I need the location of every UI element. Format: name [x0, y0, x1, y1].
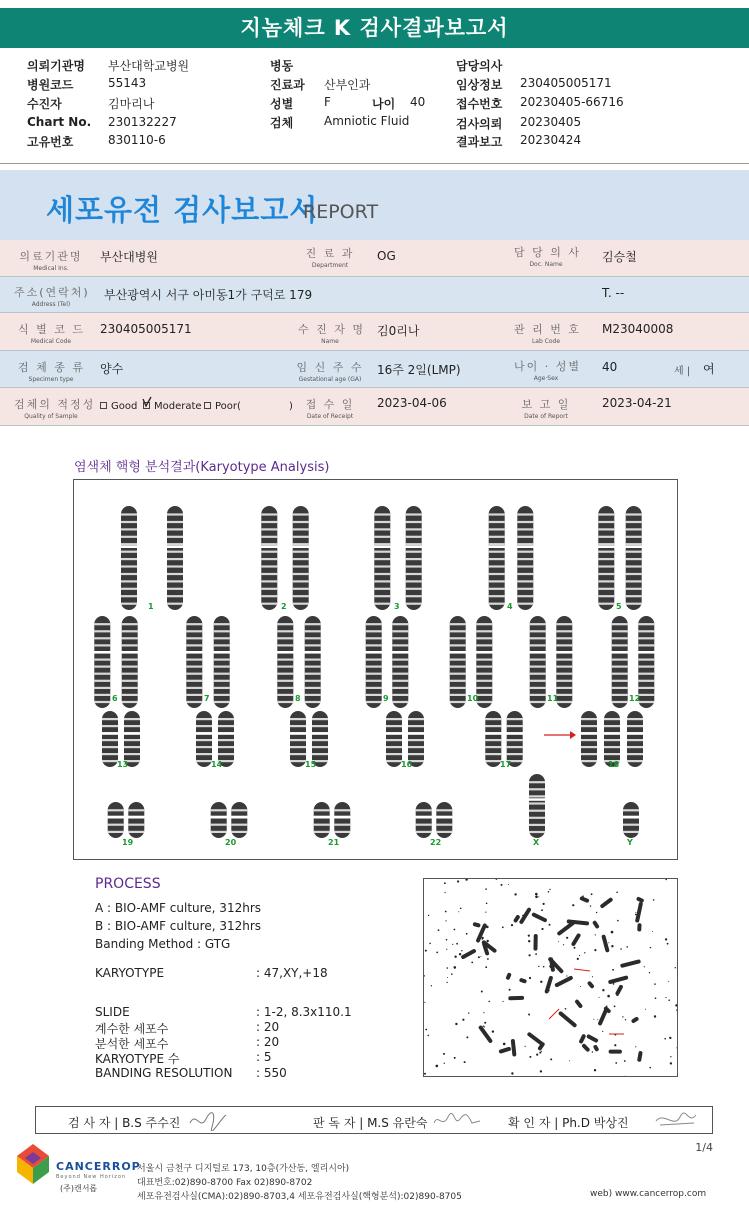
header-right-val-2: 20230405-66716	[520, 95, 624, 109]
chromosome-4	[517, 506, 534, 610]
chromosome-10	[476, 616, 493, 708]
quality-moderate-option[interactable]	[143, 401, 202, 412]
chromosome-11	[556, 616, 573, 708]
chromosome-15	[312, 711, 329, 767]
header-age-key: 나이	[372, 97, 396, 111]
chromosome-label-2: 2	[281, 602, 287, 611]
header-left-key-4: 고유번호	[27, 135, 74, 149]
chromosome-21	[334, 802, 351, 838]
report-title: 세포유전 검사보고서	[46, 193, 319, 227]
quality-moderate-label: Moderate	[154, 401, 202, 412]
metaphase-image	[423, 878, 678, 1077]
chromosome-21	[313, 802, 330, 838]
label-quality: 검체의 적정성 Quality of Sample	[14, 398, 96, 420]
report-subtitle: REPORT	[303, 201, 379, 223]
chromosome-16	[408, 711, 425, 767]
chromosome-8	[277, 616, 294, 708]
chromosome-2	[261, 506, 278, 610]
chromosome-label-17: 17	[500, 760, 512, 769]
chromosome-10	[449, 616, 466, 708]
chromosome-12	[611, 616, 628, 708]
header-info	[0, 0, 749, 160]
chromosome-8	[304, 616, 321, 708]
slide-value: : 1-2, 8.3x110.1	[256, 1005, 352, 1019]
chromosome-5	[625, 506, 642, 610]
chromosome-Y	[623, 802, 640, 838]
label-medical-code: 식 별 코 드 Medical Code	[18, 323, 85, 345]
chromosome-label-8: 8	[295, 694, 301, 703]
trisomy-18-arrow	[544, 731, 576, 739]
analyzed-cells-value: : 20	[256, 1035, 280, 1049]
chromosome-16	[386, 711, 403, 767]
process-title: PROCESS	[95, 876, 161, 892]
quality-poor-checkbox[interactable]	[204, 402, 211, 409]
process-banding-method: Banding Method : GTG	[95, 937, 231, 951]
footer-tel: 대표번호:02)890-8700 Fax 02)890-8702	[137, 1178, 313, 1188]
label-age-sex: 나이 · 성별 Age·Sex	[514, 360, 581, 382]
chromosome-label-14: 14	[211, 760, 223, 769]
header-left-key-1: 병원코드	[27, 78, 74, 92]
chromosome-13	[102, 711, 119, 767]
chromosome-label-9: 9	[383, 694, 389, 703]
chromosome-9	[392, 616, 409, 708]
label-specimen: 검 체 종 류 Specimen type	[18, 361, 85, 383]
slide-label: SLIDE	[95, 1005, 130, 1019]
header-left-val-3: 230132227	[108, 115, 177, 129]
cancerrop-logo-icon	[15, 1142, 51, 1186]
chromosome-14	[218, 711, 235, 767]
chromosome-18	[627, 711, 644, 767]
header-mid-val-3: Amniotic Fluid	[324, 114, 410, 128]
label-address: 주소(연락처) Address (Tel)	[14, 286, 90, 308]
footer-lab: 세포유전검사실(CMA):02)890-8703,4 세포유전검사실(핵형분석):02)890-8705	[137, 1192, 462, 1202]
header-mid-key-1: 진료과	[270, 78, 305, 92]
header-right-val-4: 20230424	[520, 133, 582, 147]
header-right-key-2: 접수번호	[456, 97, 503, 111]
label-gestational-age: 임 신 주 수 Gestational age (GA)	[296, 361, 364, 383]
chromosome-label-11: 11	[547, 694, 559, 703]
process-culture-b: B : BIO-AMF culture, 312hrs	[95, 919, 262, 933]
header-left-val-4: 830110-6	[108, 133, 166, 147]
brand-korean: (주)캔서롭	[60, 1184, 98, 1193]
chromosome-label-18: 18	[608, 760, 620, 769]
chromosome-label-13: 13	[117, 760, 129, 769]
metaphase-spread-svg	[424, 879, 678, 1077]
info-row-specimen	[0, 351, 749, 388]
karyotype-count-value: : 5	[256, 1050, 272, 1064]
quality-poor-option[interactable]	[204, 401, 241, 412]
analyzed-cells-label: 분석한 세포수	[95, 1037, 169, 1051]
chromosome-label-7: 7	[204, 694, 210, 703]
counted-cells-label: 계수한 세포수	[95, 1022, 169, 1036]
value-doctor: 김승철	[602, 250, 637, 264]
chromosome-20	[231, 802, 248, 838]
value-specimen: 양수	[100, 362, 124, 376]
value-age-unit: 세 |	[674, 366, 691, 377]
quality-good-label: Good	[111, 401, 138, 412]
chromosome-label-20: 20	[225, 838, 237, 847]
info-row-institution	[0, 240, 749, 277]
chromosome-6	[94, 616, 111, 708]
chromosome-label-12: 12	[629, 694, 641, 703]
chromosome-19	[107, 802, 124, 838]
header-left-val-0: 부산대학교병원	[108, 59, 190, 73]
chromosome-label-4: 4	[507, 602, 513, 611]
header-mid-val-1: 산부인과	[324, 78, 371, 92]
karyotype-count-label: KARYOTYPE 수	[95, 1052, 180, 1066]
examiner-signature: 검 사 자 | B.S 주수진	[68, 1116, 181, 1130]
karyotype-section-title: 염색체 핵형 분석결과(Karyotype Analysis)	[74, 460, 330, 475]
karyotype-label: KARYOTYPE	[95, 966, 165, 980]
quality-good-option[interactable]	[100, 401, 137, 412]
label-doctor: 담 당 의 사 Doc. Name	[514, 246, 581, 268]
chromosome-12	[638, 616, 655, 708]
chromosome-label-3: 3	[394, 602, 400, 611]
quality-poor-label: Poor(	[215, 401, 241, 412]
value-institution: 부산대병원	[100, 250, 158, 264]
report-header-title: 지놈체크 K 검사결과보고서	[0, 8, 749, 48]
chromosome-22	[415, 802, 432, 838]
process-culture-a: A : BIO-AMF culture, 312hrs	[95, 901, 262, 915]
value-age: 40	[602, 360, 618, 374]
value-lab-code: M23040008	[602, 322, 674, 336]
value-receipt-date: 2023-04-06	[377, 396, 447, 410]
header-age-val: 40	[410, 95, 426, 109]
confirmer-signature: 확 인 자 | Ph.D 박상진	[508, 1116, 629, 1130]
chromosome-18	[604, 711, 621, 767]
chromosome-6	[121, 616, 138, 708]
header-right-key-3: 검사의뢰	[456, 117, 503, 131]
chromosome-19	[128, 802, 145, 838]
quality-poor-close: )	[289, 401, 293, 412]
chromosome-20	[210, 802, 227, 838]
chromosome-label-5: 5	[616, 602, 622, 611]
label-department: 진 료 과 Department	[305, 247, 355, 269]
check-icon	[142, 396, 152, 408]
signature-bar	[35, 1106, 713, 1134]
info-row-identifier	[0, 313, 749, 351]
header-mid-val-2: F	[324, 95, 331, 109]
header-left-key-3: Chart No.	[27, 115, 92, 129]
chromosome-15	[290, 711, 307, 767]
footer-address: 서울시 금천구 디지털로 173, 10층(가산동, 엘리시아)	[137, 1164, 350, 1174]
chromosome-1	[167, 506, 184, 610]
info-row-address	[0, 277, 749, 313]
chromosome-3	[374, 506, 391, 610]
label-report-date: 보 고 일 Date of Report	[521, 398, 571, 420]
chromosome-label-X: X	[533, 838, 540, 847]
chromosome-label-15: 15	[305, 760, 317, 769]
chromosome-1	[121, 506, 138, 610]
brand-tagline: Beyond New Horizon	[56, 1174, 127, 1180]
chromosome-label-22: 22	[430, 838, 442, 847]
confirmer-sign-mark	[654, 1109, 698, 1131]
value-name: 김0리나	[377, 324, 420, 338]
value-department: OG	[377, 249, 396, 263]
chromosome-4	[488, 506, 505, 610]
header-left-val-2: 김마리나	[108, 97, 155, 111]
label-name: 수 진 자 명 Name	[298, 323, 365, 345]
chromosome-label-1: 1	[148, 602, 154, 611]
label-receipt-date: 접 수 일 Date of Receipt	[305, 398, 355, 420]
karyotype-value: : 47,XY,+18	[256, 966, 328, 980]
chromosome-2	[292, 506, 309, 610]
chromosome-label-16: 16	[401, 760, 413, 769]
chromosome-X	[529, 774, 546, 838]
chromosome-9	[365, 616, 382, 708]
header-right-val-3: 20230405	[520, 115, 582, 129]
karyotype-image	[73, 479, 678, 860]
header-left-key-2: 수진자	[27, 97, 62, 111]
reader-signature: 판 독 자 | M.S 유란숙	[313, 1116, 428, 1130]
brand-name: CANCERROP	[56, 1160, 141, 1173]
label-institution: 의료기관명 Medical Ins.	[19, 250, 83, 272]
chromosome-14	[196, 711, 213, 767]
header-mid-key-2: 성별	[270, 97, 294, 111]
chromosome-label-Y: Y	[627, 838, 633, 847]
header-right-key-1: 임상정보	[456, 78, 503, 92]
chromosome-label-6: 6	[112, 694, 118, 703]
value-tel: T. --	[602, 286, 625, 300]
info-row-quality	[0, 388, 749, 426]
value-sex: 여	[703, 362, 715, 376]
value-gestational-age: 16주 2일(LMP)	[377, 363, 461, 377]
chromosome-5	[598, 506, 615, 610]
header-right-key-4: 결과보고	[456, 135, 503, 149]
page-number: 1/4	[695, 1141, 713, 1154]
karyogram-svg	[74, 480, 679, 861]
chromosome-label-19: 19	[122, 838, 134, 847]
value-report-date: 2023-04-21	[602, 396, 672, 410]
reader-sign-mark	[432, 1109, 482, 1131]
quality-moderate-checkbox[interactable]	[143, 402, 150, 409]
chromosome-label-10: 10	[467, 694, 479, 703]
chromosome-18	[581, 711, 598, 767]
chromosome-7	[213, 616, 230, 708]
chromosome-22	[436, 802, 453, 838]
chromosome-13	[124, 711, 141, 767]
chromosome-label-21: 21	[328, 838, 340, 847]
header-right-key-0: 담당의사	[456, 59, 503, 73]
header-divider	[0, 163, 749, 164]
header-mid-key-0: 병동	[270, 59, 294, 73]
chromosome-17	[485, 711, 502, 767]
banding-resolution-label: BANDING RESOLUTION	[95, 1066, 233, 1080]
quality-good-checkbox[interactable]	[100, 402, 107, 409]
header-mid-key-3: 검체	[270, 116, 294, 130]
chromosome-17	[506, 711, 523, 767]
header-right-val-1: 230405005171	[520, 76, 612, 90]
label-lab-code: 관 리 번 호 Lab Code	[514, 323, 581, 345]
value-address: 부산광역시 서구 아미동1가 구덕로 179	[104, 288, 313, 302]
chromosome-7	[186, 616, 203, 708]
header-left-val-1: 55143	[108, 76, 147, 90]
chromosome-3	[405, 506, 422, 610]
banding-resolution-value: : 550	[256, 1066, 287, 1080]
footer-web[interactable]: web) www.cancerrop.com	[590, 1189, 707, 1199]
header-left-key-0: 의뢰기관명	[27, 59, 85, 73]
chromosome-11	[529, 616, 546, 708]
value-medical-code: 230405005171	[100, 322, 192, 336]
examiner-sign-mark	[188, 1109, 228, 1131]
counted-cells-value: : 20	[256, 1020, 280, 1034]
